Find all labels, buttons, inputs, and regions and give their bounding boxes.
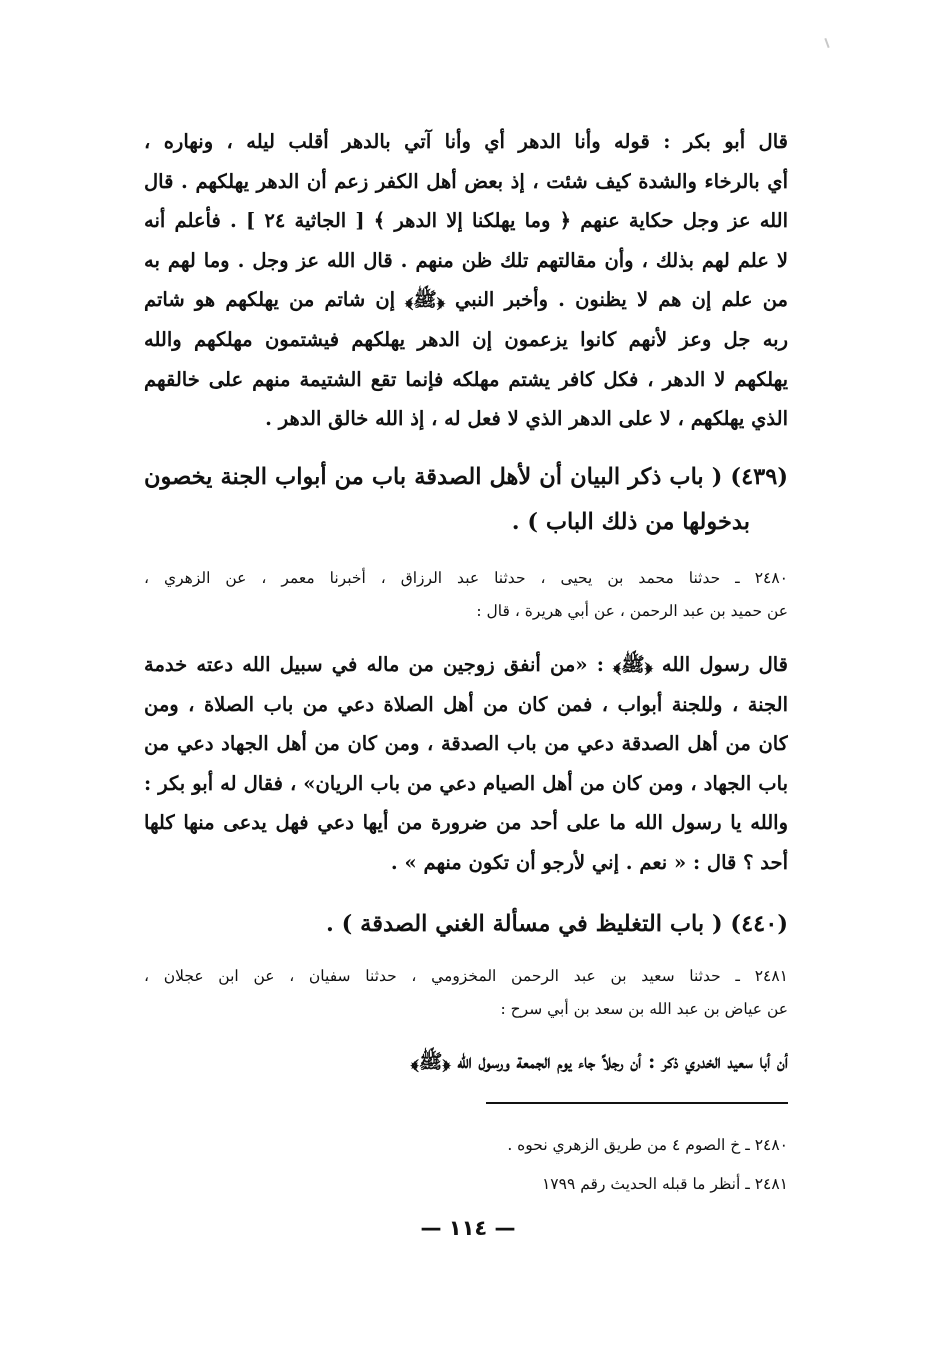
- isnad-line: ٢٤٨١ ـ حدثنا سعيد بن عبد الرحمن المخزومي ، حدثنا سفيان ، عن ابن عجلان ،: [144, 967, 788, 985]
- hadith-isnad-2481: [144, 960, 788, 1026]
- footnote: ٢٤٨٠ ـ خ الصوم ٤ من طريق الزهري نحوه .: [507, 1136, 788, 1154]
- isnad-line: عن حميد بن عبد الرحمن ، عن أبي هريرة ، قال :: [476, 602, 788, 620]
- text-line: كان من أهل الصدقة دعي من باب الصدقة ، ومن كان من أهل الجهاد دعي من: [144, 732, 788, 756]
- page-number: — ١١٤ —: [420, 1216, 516, 1240]
- chapter-heading-439: [144, 455, 788, 545]
- text-line: ربه جل وعز لأنهم كانوا يزعمون إن الدهر يهلكهم فيشتمون مهلكهم والله: [144, 327, 788, 351]
- text-line: أحد ؟ قال : « نعم . إني لأرجو أن تكون منهم » .: [390, 850, 788, 874]
- chapter-heading-440: [144, 902, 788, 947]
- text-line: الذي يهلكهم ، لا على الدهر الذي لا فعل له ، إذ الله خالق الدهر .: [265, 407, 788, 431]
- scan-mark: [824, 38, 829, 48]
- footnote-separator: [486, 1102, 788, 1104]
- heading-line: بدخولها من ذلك الباب ) .: [511, 509, 750, 535]
- text-line: أي بالرخاء والشدة كيف شئت ، إذ بعض أهل الكفر زعم أن الدهر يهلكهم . قال: [144, 169, 788, 193]
- isnad-line: ٢٤٨٠ ـ حدثنا محمد بن يحيى ، حدثنا عبد الرزاق ، أخبرنا معمر ، عن الزهري ،: [144, 569, 788, 587]
- text-line: لا علم لهم بذلك ، وأن مقالتهم تلك ظن منهم . قال الله عز وجل . وما لهم به: [144, 248, 788, 272]
- commentary-paragraph: [144, 122, 788, 439]
- heading-line: (٤٤٠) ( باب التغليظ في مسألة الغني الصدقة ) .: [326, 911, 788, 937]
- text-line: الله عز وجل حكاية عنهم ﴿ وما يهلكنا إلا الدهر ﴾ [ الجاثية ٢٤ ] . فأعلم أنه: [144, 209, 788, 233]
- text-line: يهلكهم لا الدهر ، فكل كافر يشتم مهلكه فإنما تقع الشتيمة منهم على خالقهم: [144, 367, 788, 391]
- footnotes: [144, 1126, 788, 1204]
- text-line: قال رسول الله ﴿ﷺ﴾ : «من أنفق زوجين من ماله في سبيل الله دعته خدمة: [144, 653, 788, 676]
- hadith-matn-2481: [144, 1042, 788, 1082]
- text-line: الجنة ، وللجنة أبواب ، فمن كان من أهل الصلاة دعي من باب الصلاة ، ومن: [144, 692, 788, 716]
- hadith-isnad-2480: [144, 562, 788, 628]
- text-line: من علم إن هم لا يظنون . وأخبر النبي ﴿ﷺ﴾ إن شاتم من يهلكهم هو شاتم: [144, 288, 788, 312]
- text-line: والله يا رسول الله ما على أحد من ضرورة من أيها دعي فهل يدعى منها كلها: [144, 811, 788, 835]
- text-line: قال أبو بكر : قوله وأنا الدهر أي وأنا آتي بالدهر أقلب ليله ، ونهاره ،: [144, 130, 788, 153]
- footnote: ٢٤٨١ ـ أنظر ما قبله الحديث رقم ١٧٩٩: [541, 1175, 788, 1193]
- isnad-line: عن عياض بن عبد الله بن سعد بن أبي سرح :: [500, 1000, 788, 1018]
- text-line: باب الجهاد ، ومن كان من أهل الصيام دعي من باب الريان» ، فقال له أبو بكر :: [144, 771, 788, 795]
- hadith-matn-2480: [144, 645, 788, 883]
- text-line: أن أبا سعيد الخدري ذكر : أن رجلاً جاء يوم الجمعة ورسول الله ﴿ﷺ﴾: [410, 1050, 788, 1073]
- heading-line: (٤٣٩) ( باب ذكر البيان أن لأهل الصدقة باب من أبواب الجنة يخصون: [144, 464, 788, 490]
